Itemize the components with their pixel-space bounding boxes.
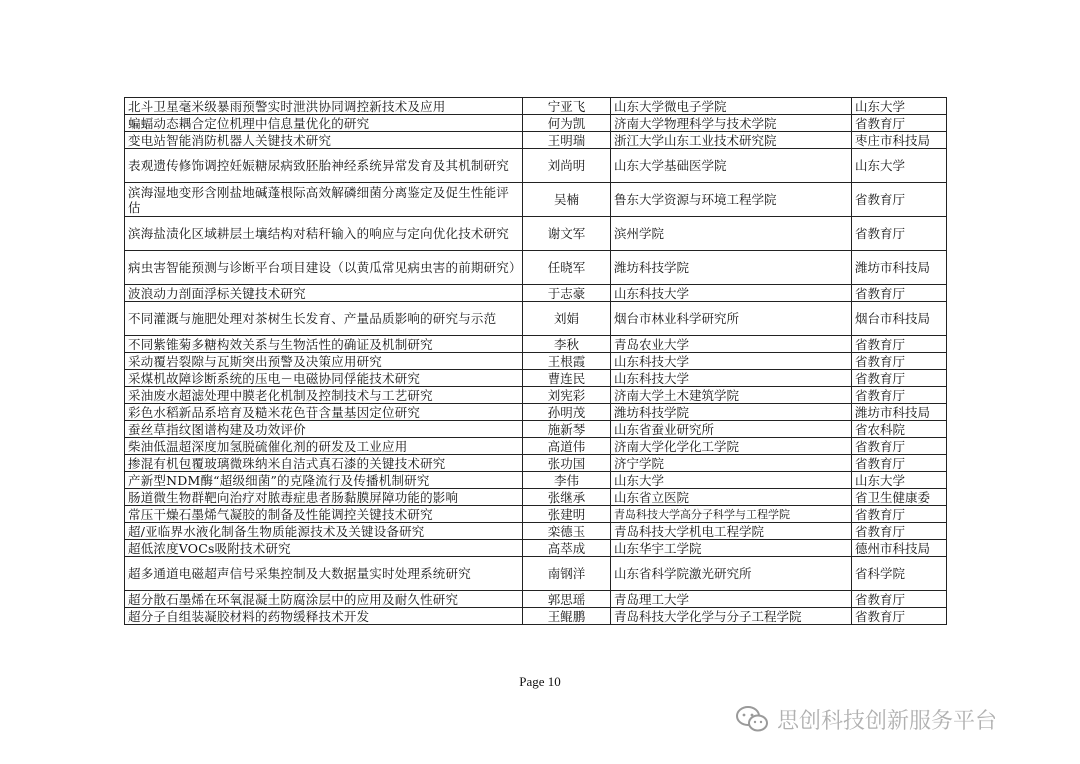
table-row [125, 421, 947, 438]
table-row [125, 336, 947, 353]
table-row [125, 370, 947, 387]
project-table [124, 97, 947, 625]
project-department: 省教育厅 [852, 115, 947, 132]
project-title: 超/亚临界水液化制备生物质能源技术及关键设备研究 [125, 523, 523, 540]
table-row [125, 217, 947, 251]
project-department: 烟台市科技局 [852, 302, 947, 336]
project-title: 常压干燥石墨烯气凝胶的制备及性能调控关键技术研究 [125, 506, 523, 523]
project-title: 超分散石墨烯在环氧混凝土防腐涂层中的应用及耐久性研究 [125, 591, 523, 608]
table-row [125, 251, 947, 285]
project-title: 变电站智能消防机器人关键技术研究 [125, 132, 523, 149]
project-title: 滨海盐渍化区域耕层土壤结构对秸秆输入的响应与定向优化技术研究 [125, 217, 523, 251]
table-row [125, 404, 947, 421]
project-leader: 刘宪彩 [523, 387, 611, 404]
project-leader: 宁亚飞 [523, 98, 611, 115]
project-department: 潍坊市科技局 [852, 251, 947, 285]
project-title: 肠道微生物群靶向治疗对脓毒症患者肠黏膜屏障功能的影响 [125, 489, 523, 506]
table-row [125, 353, 947, 370]
project-title: 采动覆岩裂隙与瓦斯突出预警及决策应用研究 [125, 353, 523, 370]
project-unit: 青岛科技大学机电工程学院 [611, 523, 852, 540]
project-unit: 济南大学化学化工学院 [611, 438, 852, 455]
project-unit: 烟台市林业科学研究所 [611, 302, 852, 336]
project-title: 彩色水稻新品系培育及糙米花色苷含量基因定位研究 [125, 404, 523, 421]
table-row [125, 302, 947, 336]
page-number: Page 10 [519, 674, 561, 689]
project-title: 超多通道电磁超声信号采集控制及大数据量实时处理系统研究 [125, 557, 523, 591]
table-row [125, 455, 947, 472]
wechat-icon [735, 704, 769, 734]
project-unit: 滨州学院 [611, 217, 852, 251]
project-department: 省教育厅 [852, 523, 947, 540]
project-unit: 山东华宇工学院 [611, 540, 852, 557]
project-department: 省教育厅 [852, 387, 947, 404]
project-department: 省农科院 [852, 421, 947, 438]
table-row [125, 489, 947, 506]
project-title: 采油废水超滤处理中膜老化机制及控制技术与工艺研究 [125, 387, 523, 404]
project-unit: 青岛农业大学 [611, 336, 852, 353]
project-leader: 张继承 [523, 489, 611, 506]
project-title: 超低浓度VOCs吸附技术研究 [125, 540, 523, 557]
project-leader: 谢文军 [523, 217, 611, 251]
project-leader: 曹连民 [523, 370, 611, 387]
project-department: 省教育厅 [852, 608, 947, 625]
project-leader: 吴楠 [523, 183, 611, 217]
project-department: 省教育厅 [852, 353, 947, 370]
table-row [125, 540, 947, 557]
project-department: 山东大学 [852, 98, 947, 115]
project-department: 潍坊市科技局 [852, 404, 947, 421]
project-unit: 济南大学土木建筑学院 [611, 387, 852, 404]
table-row [125, 591, 947, 608]
project-unit: 山东科技大学 [611, 285, 852, 302]
project-unit: 山东省科学院激光研究所 [611, 557, 852, 591]
project-unit: 山东大学基础医学院 [611, 149, 852, 183]
project-unit: 潍坊科技学院 [611, 251, 852, 285]
project-department: 省教育厅 [852, 370, 947, 387]
project-leader: 南钢洋 [523, 557, 611, 591]
table-row [125, 285, 947, 302]
table-row [125, 523, 947, 540]
project-unit: 山东省立医院 [611, 489, 852, 506]
project-leader: 于志豪 [523, 285, 611, 302]
project-leader: 何为凯 [523, 115, 611, 132]
project-unit: 浙江大学山东工业技术研究院 [611, 132, 852, 149]
project-leader: 郭思瑶 [523, 591, 611, 608]
project-department: 省教育厅 [852, 591, 947, 608]
project-unit: 青岛科技大学高分子科学与工程学院 [611, 506, 852, 523]
project-leader: 任晓军 [523, 251, 611, 285]
project-title: 北斗卫星毫米级暴雨预警实时泄洪协同调控新技术及应用 [125, 98, 523, 115]
project-department: 省卫生健康委 [852, 489, 947, 506]
project-department: 省教育厅 [852, 506, 947, 523]
project-title: 波浪动力剖面浮标关键技术研究 [125, 285, 523, 302]
project-unit: 山东省蚕业研究所 [611, 421, 852, 438]
table-row [125, 115, 947, 132]
project-title: 病虫害智能预测与诊断平台项目建设（以黄瓜常见病虫害的前期研究） [125, 251, 523, 285]
table-row [125, 183, 947, 217]
project-title: 掺混有机包覆玻璃微珠纳米自洁式真石漆的关键技术研究 [125, 455, 523, 472]
project-unit: 济南大学物理科学与技术学院 [611, 115, 852, 132]
table-row [125, 387, 947, 404]
project-leader: 刘娟 [523, 302, 611, 336]
project-department: 省教育厅 [852, 183, 947, 217]
project-title: 滨海湿地变形含刚盐地碱蓬根际高效解磷细菌分离鉴定及促生性能评估 [125, 183, 523, 217]
project-title: 柴油低温超深度加氢脱硫催化剂的研发及工业应用 [125, 438, 523, 455]
table-row [125, 438, 947, 455]
project-unit: 潍坊科技学院 [611, 404, 852, 421]
project-unit: 鲁东大学资源与环境工程学院 [611, 183, 852, 217]
project-department: 枣庄市科技局 [852, 132, 947, 149]
project-leader: 王根霞 [523, 353, 611, 370]
table-row [125, 132, 947, 149]
project-unit: 山东大学 [611, 472, 852, 489]
project-department: 山东大学 [852, 472, 947, 489]
table-row [125, 472, 947, 489]
project-title: 不同紫锥菊多糖构效关系与生物活性的确证及机制研究 [125, 336, 523, 353]
project-department: 省教育厅 [852, 455, 947, 472]
project-leader: 李伟 [523, 472, 611, 489]
project-leader: 施新琴 [523, 421, 611, 438]
project-leader: 高萃成 [523, 540, 611, 557]
project-department: 山东大学 [852, 149, 947, 183]
project-title: 不同灌溉与施肥处理对茶树生长发育、产量品质影响的研究与示范 [125, 302, 523, 336]
project-department: 德州市科技局 [852, 540, 947, 557]
watermark [735, 702, 997, 736]
project-title: 蚕丝草指纹图谱构建及功效评价 [125, 421, 523, 438]
project-unit: 山东科技大学 [611, 370, 852, 387]
project-leader: 孙明茂 [523, 404, 611, 421]
project-unit: 青岛科技大学化学与分子工程学院 [611, 608, 852, 625]
project-unit: 山东科技大学 [611, 353, 852, 370]
project-leader: 李秋 [523, 336, 611, 353]
table-row [125, 608, 947, 625]
project-unit: 青岛理工大学 [611, 591, 852, 608]
table-row [125, 149, 947, 183]
table-row [125, 506, 947, 523]
table-row [125, 98, 947, 115]
project-title: 超分子自组装凝胶材料的药物缓释技术开发 [125, 608, 523, 625]
project-department: 省科学院 [852, 557, 947, 591]
project-leader: 栾德玉 [523, 523, 611, 540]
project-title: 表观遗传修饰调控妊娠糖尿病致胚胎神经系统异常发育及其机制研究 [125, 149, 523, 183]
project-department: 省教育厅 [852, 217, 947, 251]
project-leader: 刘尚明 [523, 149, 611, 183]
watermark-text: 思创科技创新服务平台 [777, 708, 998, 734]
project-unit: 济宁学院 [611, 455, 852, 472]
project-department: 省教育厅 [852, 438, 947, 455]
project-title: 采煤机故障诊断系统的压电－电磁协同俘能技术研究 [125, 370, 523, 387]
project-leader: 王明瑞 [523, 132, 611, 149]
project-title: 蝙蝠动态耦合定位机理中信息量优化的研究 [125, 115, 523, 132]
project-leader: 王鲲鹏 [523, 608, 611, 625]
project-unit: 山东大学微电子学院 [611, 98, 852, 115]
project-leader: 张功国 [523, 455, 611, 472]
project-department: 省教育厅 [852, 336, 947, 353]
project-leader: 张建明 [523, 506, 611, 523]
project-title: 产新型NDM酶“超级细菌”的克隆流行及传播机制研究 [125, 472, 523, 489]
project-department: 省教育厅 [852, 285, 947, 302]
project-leader: 高道伟 [523, 438, 611, 455]
table-row [125, 557, 947, 591]
